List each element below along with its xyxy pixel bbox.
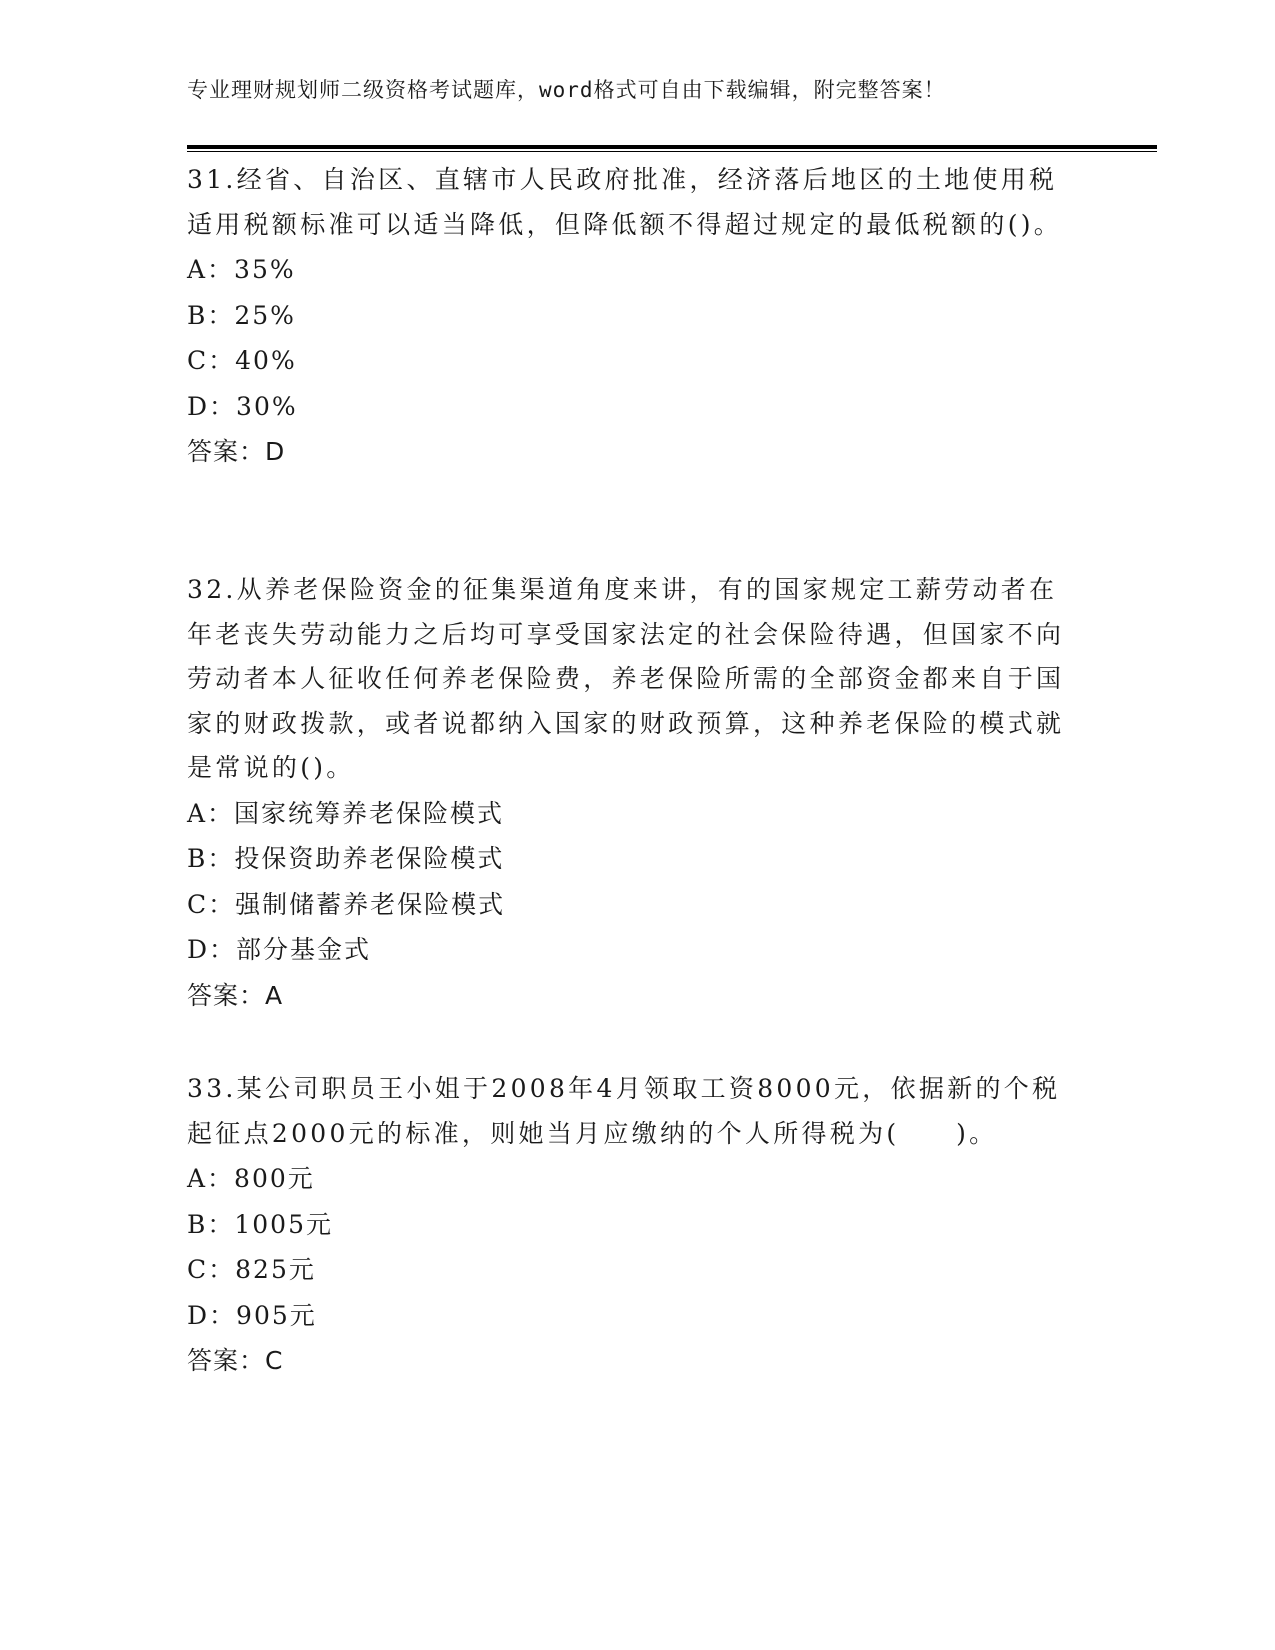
option-b: B：25%	[187, 300, 296, 330]
option-d: D：30%	[187, 391, 298, 421]
option-c: C：强制储蓄养老保险模式	[187, 889, 506, 919]
option-c: C：40%	[187, 346, 297, 375]
answer-label: 答案：A	[187, 980, 284, 1010]
question-stem: 33.某公司职员王小姐于2008年4月领取工资8000元，依据新的个税起征点2000元的标准，则她当月应缴纳的个人所得税为( )。	[187, 1074, 1061, 1148]
option-a: A：800元	[187, 1164, 315, 1193]
option-d: D：部分基金式	[187, 935, 372, 964]
option-b: B：1005元	[187, 1209, 333, 1239]
header-divider-thick	[187, 145, 1157, 149]
question-stem: 31.经省、自治区、直辖市人民政府批准，经济落后地区的土地使用税适用税额标准可以适当降低，但降低额不得超过规定的最低税额的()。	[187, 165, 1063, 239]
answer-label: 答案：D	[187, 437, 286, 466]
option-b: B：投保资助养老保险模式	[187, 844, 505, 873]
question-32	[187, 568, 1067, 1018]
header-divider-thin	[187, 151, 1157, 152]
question-33	[187, 1067, 1067, 1384]
answer-label: 答案：C	[187, 1346, 284, 1375]
question-stem: 32.从养老保险资金的征集渠道角度来讲，有的国家规定工薪劳动者在年老丧失劳动能力之后均可享受国家法定的社会保险待遇，但国家不向劳动者本人征收任何养老保险费，养老保险所需的全部资金都来自于国家的财政拨款，或者说都纳入国家的财政预算，这种养老保险的模式就是常说的()。	[187, 575, 1065, 782]
option-a: A：国家统筹养老保险模式	[187, 798, 505, 828]
option-a: A：35%	[187, 255, 296, 284]
option-d: D：905元	[187, 1300, 317, 1330]
page-header: 专业理财规划师二级资格考试题库，word格式可自由下载编辑，附完整答案！	[187, 78, 946, 102]
question-31	[187, 158, 1067, 475]
option-c: C：825元	[187, 1255, 316, 1284]
